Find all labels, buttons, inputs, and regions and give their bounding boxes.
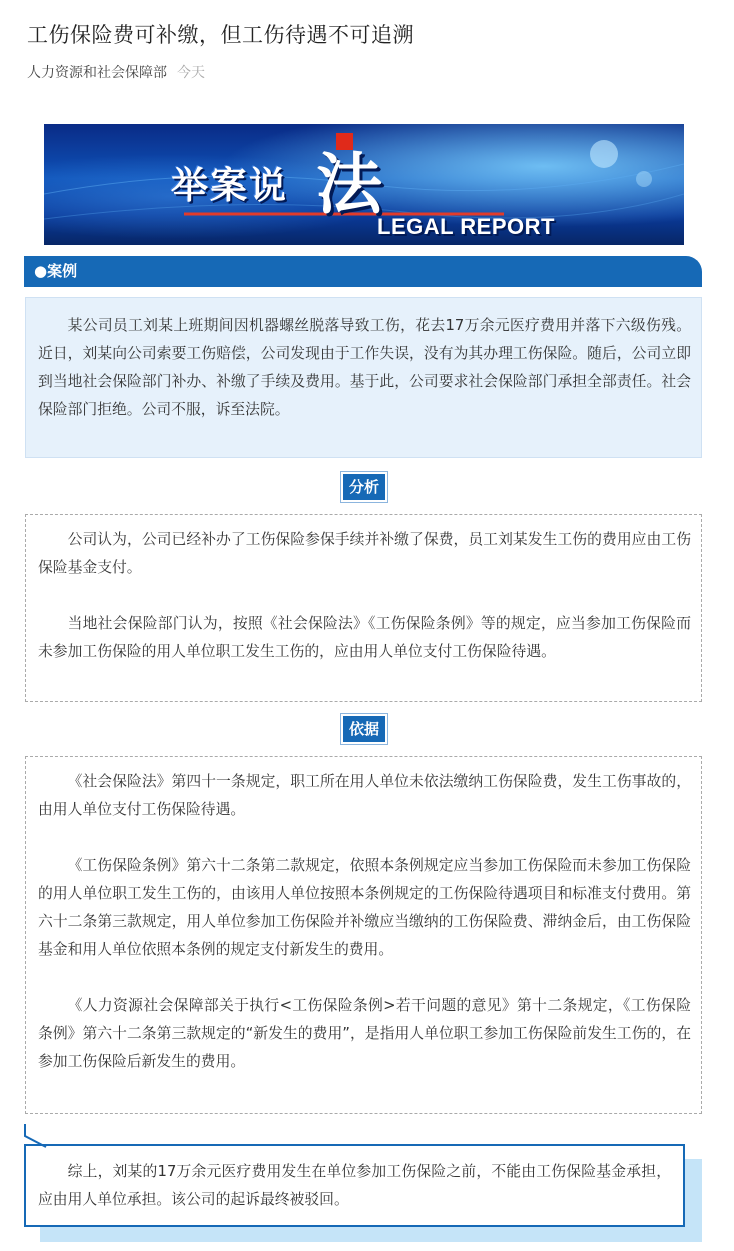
case-section-header [24, 256, 702, 287]
analysis-tag: 分析 [343, 474, 385, 500]
analysis-paragraph: 当地社会保险部门认为，按照《社会保险法》《工伤保险条例》等的规定，应当参加工伤保险而未参加工伤保险的用人单位职工发生工伤的，应由用人单位支付工伤保险待遇。 [38, 615, 691, 660]
basis-panel [25, 756, 702, 1114]
case-panel [25, 297, 702, 458]
basis-paragraph: 《人力资源社会保障部关于执行<工伤保险条例>若干问题的意见》第十二条规定，《工伤保险条例》第六十二条第三款规定的“新发生的费用”，是指用人单位职工参加工伤保险前发生工伤的，在参加工伤保险后新发生的费用。 [38, 997, 691, 1070]
analysis-panel [25, 514, 702, 702]
banner-title-large-char: 法 [316, 145, 382, 223]
article-meta [27, 63, 205, 83]
publish-time: 今天 [177, 65, 205, 81]
basis-paragraph: 《工伤保险条例》第六十二条第二款规定，依照本条例规定应当参加工伤保险而未参加工伤保险的用人单位职工发生工伤的，由该用人单位按照本条例规定的工伤保险待遇项目和标准支付费用。第六十二条第三款规定，用人单位参加工伤保险并补缴应当缴纳的工伤保险费、滞纳金后，由工伤保险基金和用人单位依照本条例的规定支付新发生的费用。 [38, 857, 691, 958]
case-label: ●案例 [34, 262, 78, 280]
analysis-paragraph: 公司认为，公司已经补办了工伤保险参保手续并补缴了保费，员工刘某发生工伤的费用应由工伤保险基金支付。 [38, 531, 691, 576]
summary-corner-decoration [24, 1124, 48, 1148]
banner-title: 举案说 [171, 164, 288, 207]
summary-panel [24, 1144, 685, 1227]
summary-text: 综上，刘某的17万余元医疗费用发生在单位参加工伤保险之前，不能由工伤保险基金承担，应由用人单位承担。该公司的起诉最终被驳回。 [38, 1163, 671, 1208]
article-title: 工伤保险费可补缴，但工伤待遇不可追溯 [27, 23, 414, 47]
legal-report-banner [44, 124, 684, 245]
basis-paragraph: 《社会保险法》第四十一条规定，职工所在用人单位未依法缴纳工伤保险费，发生工伤事故的，由用人单位支付工伤保险待遇。 [38, 773, 691, 818]
case-text: 某公司员工刘某上班期间因机器螺丝脱落导致工伤，花去17万余元医疗费用并落下六级伤残。近日，刘某向公司索要工伤赔偿，公司发现由于工作失误，没有为其办理工伤保险。随后，公司立即到当地社会保险部门补办、补缴了手续及费用。基于此，公司要求社会保险部门承担全部责任。社会保险部门拒绝。公司不服，诉至法院。 [38, 317, 691, 418]
source-link[interactable]: 人力资源和社会保障部 [27, 65, 167, 81]
basis-tag: 依据 [343, 716, 385, 742]
banner-subtitle: LEGAL REPORT [377, 214, 555, 239]
